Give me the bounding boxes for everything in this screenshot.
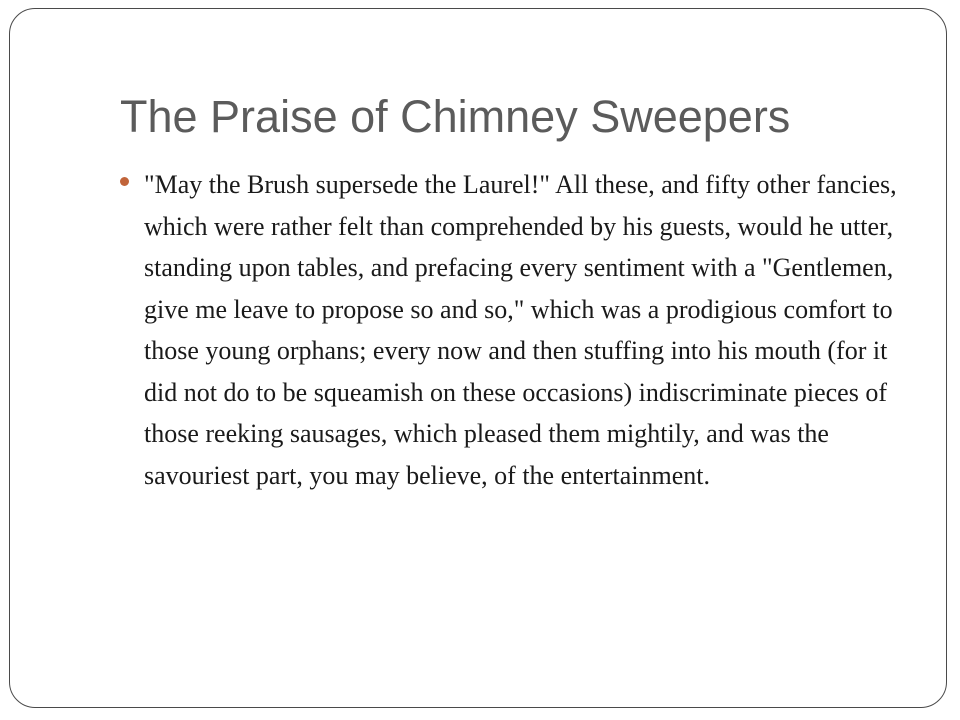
slide-frame <box>9 8 947 708</box>
slide-body <box>120 164 920 496</box>
bullet-paragraph: "May the Brush supersede the Laurel!" All these, and fifty other fancies, which were rather felt than comprehended by his guests, would he utter, standing upon tables, and prefacing every sentiment with a "Gentlemen, give me leave to propose so and so," which was a prodigious comfort to those young orphans; every now and then stuffing into his mouth (for it did not do to be squeamish on these occasions) indiscriminate pieces of those reeking sausages, which pleased them mightily, and was the savouriest part, you may believe, of the entertainment. <box>144 170 897 490</box>
slide-title: The Praise of Chimney Sweepers <box>120 91 791 142</box>
bullet-dot-icon <box>120 177 129 186</box>
